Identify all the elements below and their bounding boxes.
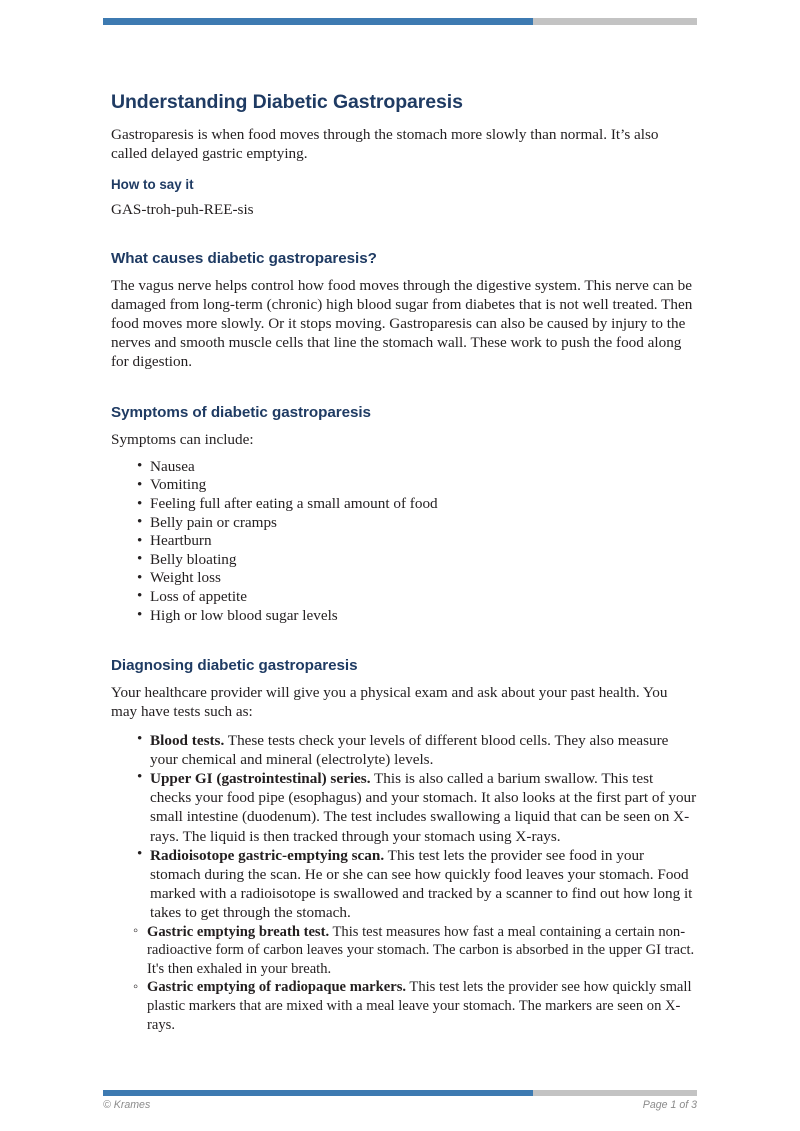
list-item (111, 923, 697, 979)
list-item-text: This test measures how fast a meal containing a certain non-radioactive form of carbon leaves your stomach. The carbon is absorbed in the upper GI tract. It's then exhaled in your breath. (147, 923, 695, 977)
page-title: Understanding Diabetic Gastroparesis (111, 91, 463, 113)
document-content (111, 90, 697, 1034)
list-item-text: These tests check your levels of different blood cells. They also measure your chemical and mineral (electrolyte) levels. (150, 731, 669, 768)
diagnosing-intro: Your healthcare provider will give you a physical exam and ask about your past health. You may have tests such as: (111, 684, 668, 721)
header-rule-gray-segment (533, 18, 697, 25)
list-item-text: This test lets the provider see food in your stomach during the scan. He or she can see how quickly food leaves your stomach. Food marked with a radioisotope is swallowed and tracked by a scanner to find out how long it takes to get through the stomach. (150, 846, 693, 922)
list-item-lead-in: Gastric emptying of radiopaque markers. (147, 979, 407, 996)
header-rule-blue-segment (103, 18, 533, 25)
list-item (111, 846, 697, 923)
diagnosing-heading: Diagnosing diabetic gastroparesis (111, 657, 358, 675)
symptoms-heading: Symptoms of diabetic gastroparesis (111, 403, 371, 421)
spacer (111, 722, 697, 731)
list-item: • Feeling full after eating a small amount of food (111, 495, 697, 514)
list-item-lead-in: Blood tests. (150, 731, 225, 749)
list-item: • Loss of appetite (111, 588, 697, 607)
footer-rule (103, 1090, 697, 1096)
list-item: • Vomiting (111, 476, 697, 495)
pronunciation-value: GAS-troh-puh-REE-sis (111, 201, 254, 219)
list-item-text: This is also called a barium swallow. This test checks your food pipe (esophagus) and your stomach. It also looks at the first part of your small intestine (duodenum). The test includes swallowing a liquid that can be seen on X-rays. The liquid is then tracked through your stomach using X-rays. (150, 769, 697, 845)
list-item-lead-in: Gastric emptying breath test. (147, 923, 330, 940)
list-item-text: This test lets the provider see how quickly small plastic markers that are mixed with a meal leave your stomach. The markers are seen on X-rays. (147, 979, 692, 1033)
symptoms-list (111, 458, 697, 625)
spacer (111, 220, 697, 249)
list-item: • High or low blood sugar levels (111, 607, 697, 626)
list-item: • Weight loss (111, 569, 697, 588)
footer-rule-blue-segment (103, 1090, 533, 1096)
pronunciation-heading: How to say it (111, 177, 194, 193)
list-item: • Belly pain or cramps (111, 514, 697, 533)
diagnostic-subtests-list (111, 923, 697, 1035)
causes-heading: What causes diabetic gastroparesis? (111, 249, 377, 267)
spacer (111, 372, 697, 403)
list-item-lead-in: Radioisotope gastric-emptying scan. (150, 846, 385, 864)
symptoms-intro: Symptoms can include: (111, 430, 254, 448)
list-item: • Nausea (111, 458, 697, 477)
spacer (111, 449, 697, 458)
list-item: • Heartburn (111, 532, 697, 551)
list-item: • Belly bloating (111, 551, 697, 570)
list-item (111, 978, 697, 1034)
page-footer (103, 1099, 697, 1111)
list-item-lead-in: Upper GI (gastrointestinal) series. (150, 769, 371, 787)
copyright-notice: © Krames (103, 1099, 151, 1111)
diagnostic-tests-list (111, 731, 697, 923)
header-rule (103, 18, 697, 25)
intro-paragraph: Gastroparesis is when food moves through the stomach more slowly than normal. It’s also called delayed gastric emptying. (111, 126, 659, 163)
spacer (111, 625, 697, 656)
footer-rule-gray-segment (533, 1090, 697, 1096)
causes-body: The vagus nerve helps control how food moves through the digestive system. This nerve can be damaged from long-term (chronic) high blood sugar from diabetes that is not well treated. Then food moves more slowly. Or it stops moving. Gastroparesis can also be caused by injury to the nerves and smooth muscle cells that line the stomach wall. These work to push the food along for digestion. (111, 276, 693, 371)
spacer (111, 163, 697, 176)
list-item (111, 769, 697, 846)
list-item (111, 731, 697, 769)
page-indicator: Page 1 of 3 (642, 1099, 697, 1111)
